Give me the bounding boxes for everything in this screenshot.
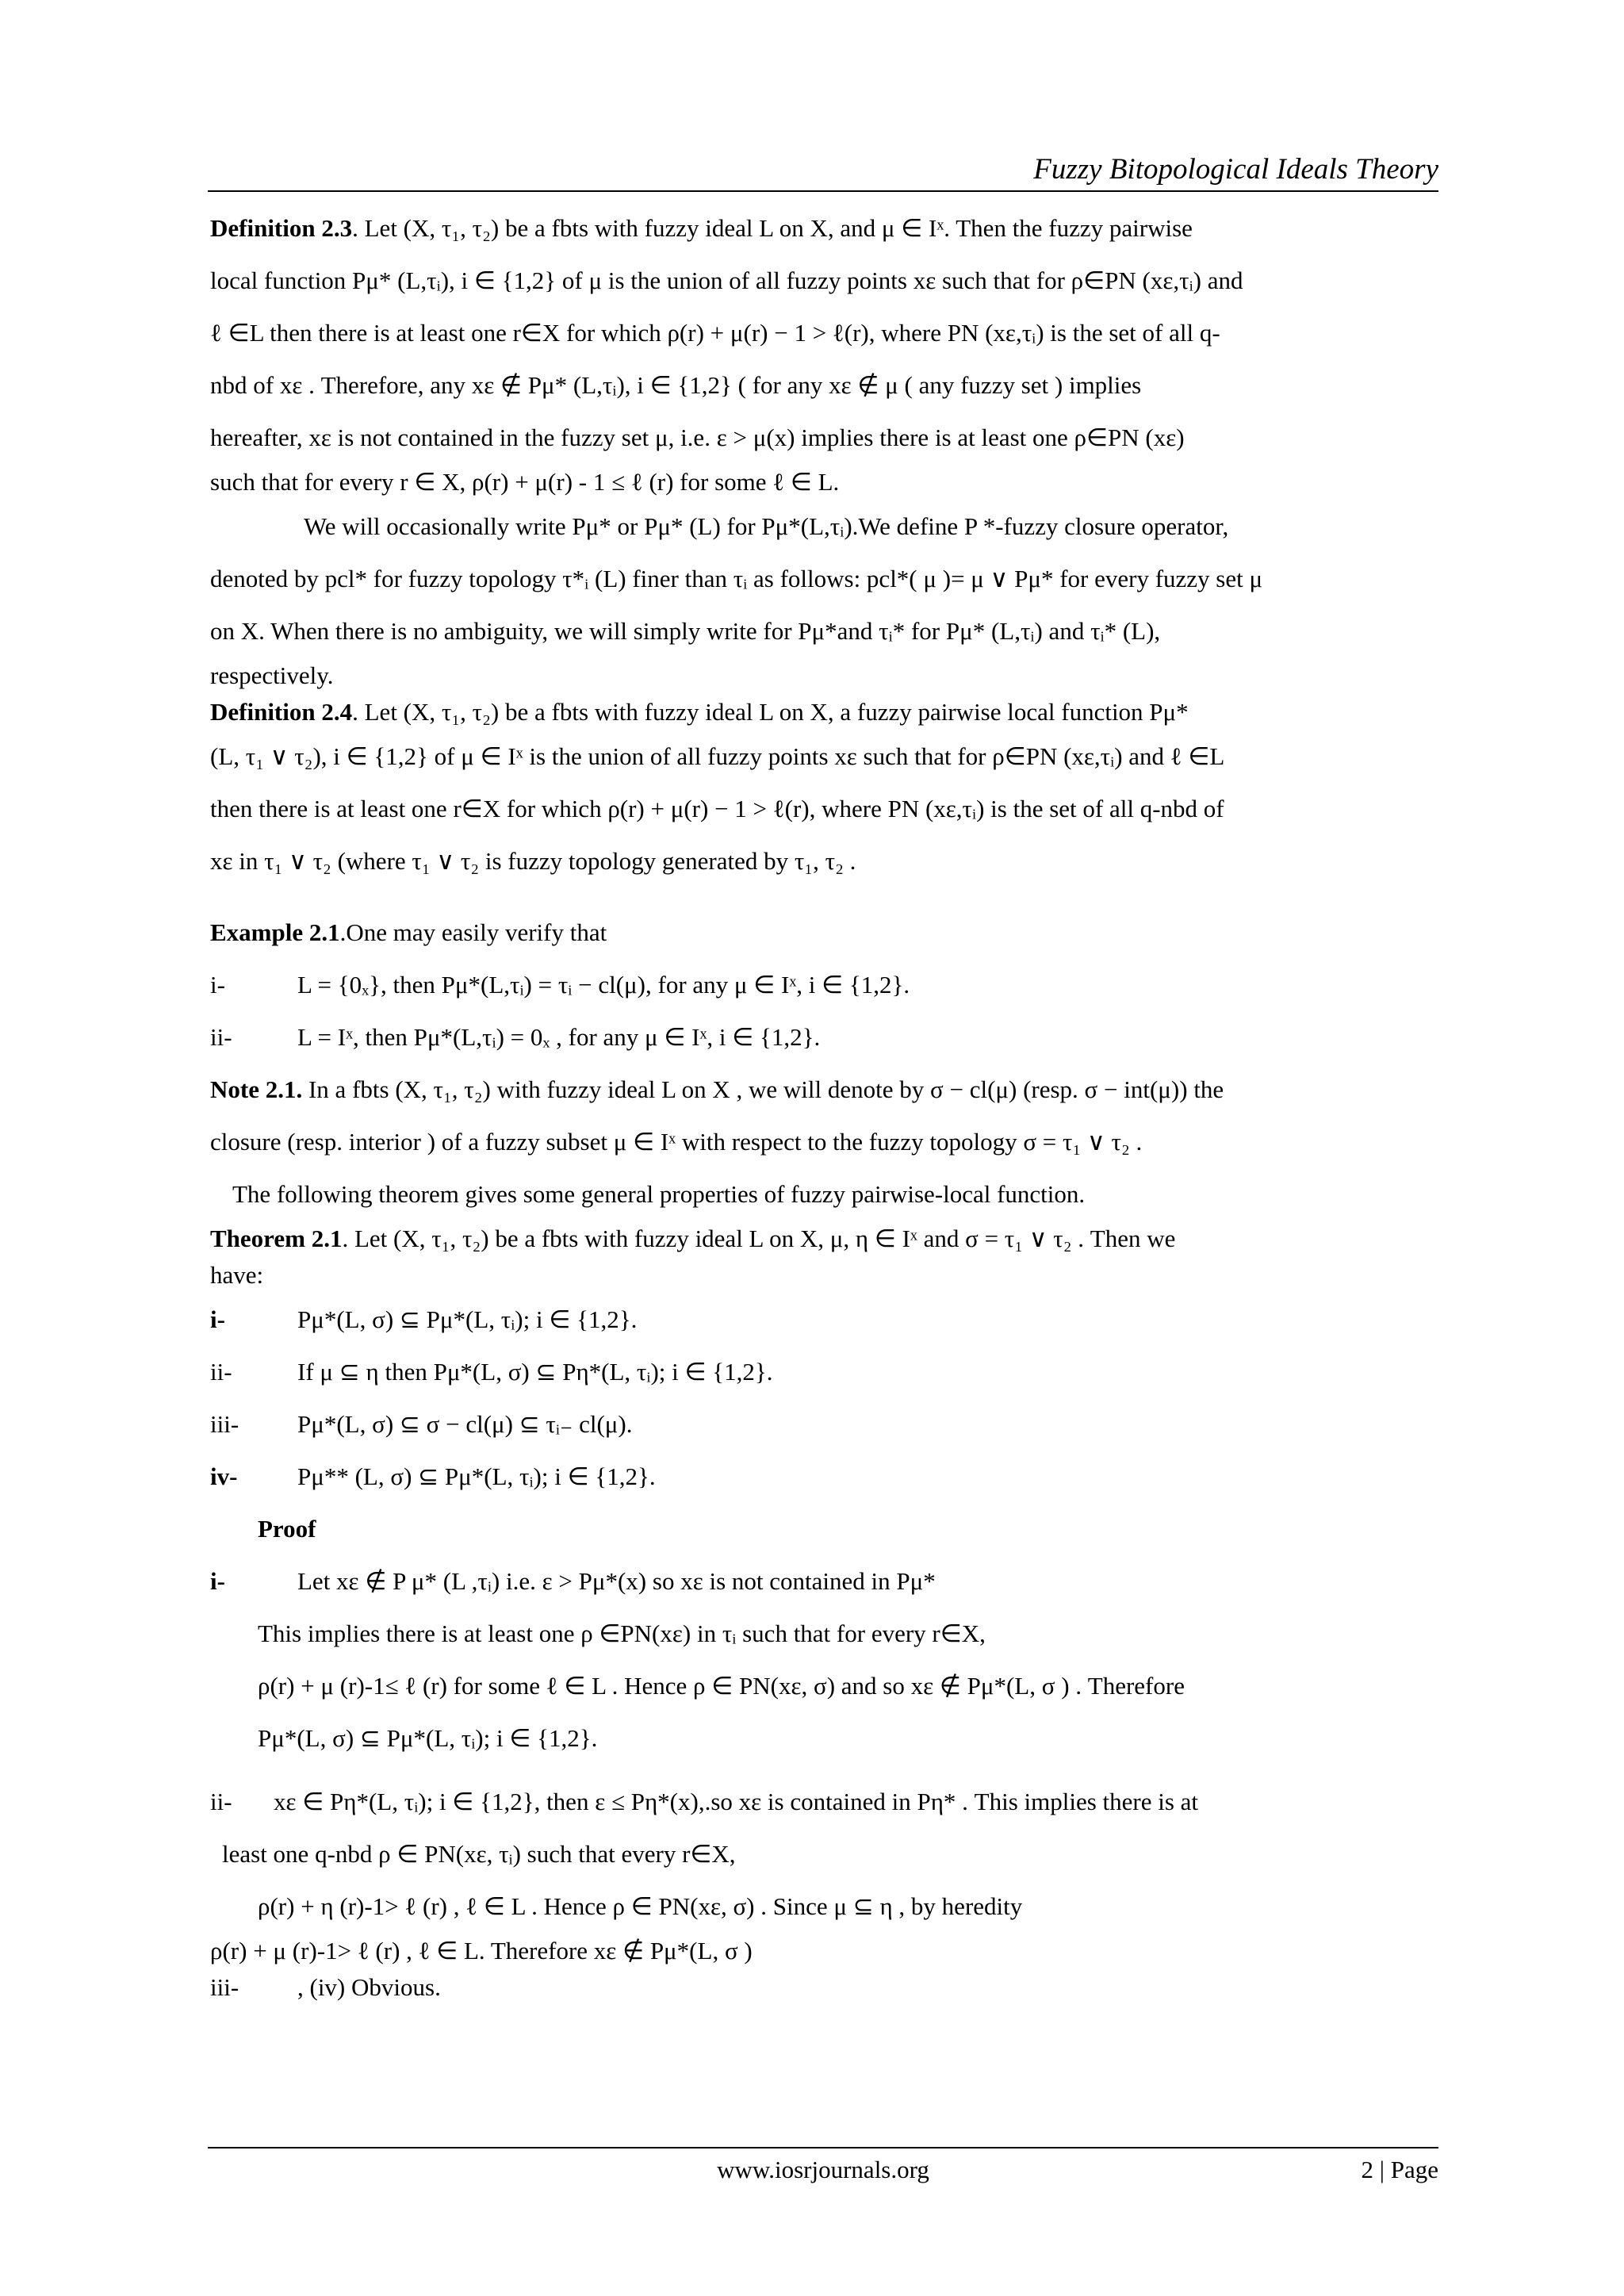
definition-2-3-line-4: nbd of xε . Therefore, any xε ∉ Pμ* (L,τᵢ), i ∈ {1,2} ( for any xε ∉ μ ( any fuzzy set ) implies <box>210 371 1142 399</box>
theorem-2-1-line-1: Theorem 2.1. Let (X, τ₁, τ₂) be a fbts with fuzzy ideal L on X, μ, η ∈ Iˣ and σ = τ₁ ∨ τ₂ . Then we <box>210 1225 1176 1252</box>
proof-i-line-3: ρ(r) + μ (r)-1≤ ℓ (r) for some ℓ ∈ L . Hence ρ ∈ PN(xε, σ) and so xε ∉ Pμ*(L, σ ) . Therefore <box>258 1672 1185 1700</box>
example-2-1-intro: Example 2.1.One may easily verify that <box>210 918 607 946</box>
footer-rule <box>208 2147 1438 2148</box>
definition-2-3-line-5: hereafter, xε is not contained in the fuzzy set μ, i.e. ε > μ(x) implies there is at least one ρ∈PN (xε) <box>210 424 1185 451</box>
note-2-1-line-2: closure (resp. interior ) of a fuzzy subset μ ∈ Iˣ with respect to the fuzzy topology σ = τ₁ ∨ τ₂ . <box>210 1128 1143 1156</box>
paragraph-write-line-1: We will occasionally write Pμ* or Pμ* (L) for Pμ*(L,τᵢ).We define P *-fuzzy closure operator, <box>304 512 1229 540</box>
definition-2-4-line-1: Definition 2.4. Let (X, τ₁, τ₂) be a fbts with fuzzy ideal L on X, a fuzzy pairwise local function Pμ* <box>210 698 1189 726</box>
proof-ii-line-2: least one q-nbd ρ ∈ PN(xε, τᵢ) such that every r∈X, <box>222 1840 736 1868</box>
example-item: i- L = {0ₓ}, then Pμ*(L,τᵢ) = τᵢ − cl(μ), for any μ ∈ Iˣ, i ∈ {1,2}. <box>210 971 910 999</box>
page-number: 2 | Page <box>1361 2156 1438 2183</box>
definition-2-3-line-6: such that for every r ∈ X, ρ(r) + μ(r) - 1 ≤ ℓ (r) for some ℓ ∈ L. <box>210 468 840 496</box>
proof-label: Proof <box>258 1515 316 1543</box>
definition-2-3-line-1: Definition 2.3. Let (X, τ₁, τ₂) be a fbts with fuzzy ideal L on X, and μ ∈ Iˣ. Then the fuzzy pairwise <box>210 214 1193 242</box>
paragraph-write-line-3: on X. When there is no ambiguity, we will simply write for Pμ*and τᵢ* for Pμ* (L,τᵢ) and τᵢ* (L), <box>210 617 1161 645</box>
theorem-2-1-line-2: have: <box>210 1261 264 1289</box>
definition-2-4-line-4: xε in τ₁ ∨ τ₂ (where τ₁ ∨ τ₂ is fuzzy topology generated by τ₁, τ₂ . <box>210 847 856 875</box>
paragraph-write-line-2: denoted by pcl* for fuzzy topology τ*ᵢ (L) finer than τᵢ as follows: pcl*( μ )= μ ∨ Pμ* for every fuzzy set μ <box>210 565 1263 592</box>
proof-ii-line-1: ii- xε ∈ Pη*(L, τᵢ); i ∈ {1,2}, then ε ≤ Pη*(x),.so xε is contained in Pη* . This implies there is at <box>210 1788 1199 1815</box>
definition-2-3-line-3: ℓ ∈L then there is at least one r∈X for which ρ(r) + μ(r) − 1 > ℓ(r), where PN (xε,τᵢ) is the set of all q- <box>210 319 1220 347</box>
paragraph-write-line-4: respectively. <box>210 661 334 689</box>
note-2-1-label: Note 2.1. <box>210 1075 303 1103</box>
proof-i-line-4: Pμ*(L, σ) ⊆ Pμ*(L, τᵢ); i ∈ {1,2}. <box>258 1724 598 1752</box>
proof-i-line-2: This implies there is at least one ρ ∈PN(xε) in τᵢ such that for every r∈X, <box>258 1619 986 1647</box>
page-footer <box>208 2156 1438 2187</box>
example-item: ii- L = Iˣ, then Pμ*(L,τᵢ) = 0ₓ , for any μ ∈ Iˣ, i ∈ {1,2}. <box>210 1023 821 1051</box>
journal-url: www.iosrjournals.org <box>717 2156 929 2183</box>
following-theorem-text: The following theorem gives some general properties of fuzzy pairwise-local function. <box>232 1180 1086 1208</box>
proof-i-line-1: i- Let xε ∉ P μ* (L ,τᵢ) i.e. ε > Pμ*(x) so xε is not contained in Pμ* <box>210 1567 936 1595</box>
proof-iii-line: iii- , (iv) Obvious. <box>210 1973 441 2001</box>
definition-2-4-line-3: then there is at least one r∈X for which ρ(r) + μ(r) − 1 > ℓ(r), where PN (xε,τᵢ) is the set of all q-nbd of <box>210 795 1224 822</box>
paper-body <box>210 202 1438 2006</box>
theorem-2-1-label: Theorem 2.1 <box>210 1225 343 1252</box>
theorem-item: ii- If μ ⊆ η then Pμ*(L, σ) ⊆ Pη*(L, τᵢ); i ∈ {1,2}. <box>210 1358 773 1386</box>
proof-ii-line-4: ρ(r) + μ (r)-1> ℓ (r) , ℓ ∈ L. Therefore xε ∉ Pμ*(L, σ ) <box>210 1937 753 1964</box>
header-rule <box>208 190 1438 192</box>
theorem-item: iii- Pμ*(L, σ) ⊆ σ − cl(μ) ⊆ τᵢ₋ cl(μ). <box>210 1410 633 1438</box>
example-2-1-label: Example 2.1 <box>210 918 340 946</box>
definition-2-4-line-2: (L, τ₁ ∨ τ₂), i ∈ {1,2} of μ ∈ Iˣ is the union of all fuzzy points xε such that for ρ∈PN (xε,τᵢ) and ℓ ∈L <box>210 742 1225 770</box>
theorem-item: iv- Pμ** (L, σ) ⊆ Pμ*(L, τᵢ); i ∈ {1,2}. <box>210 1462 656 1490</box>
running-header: Fuzzy Bitopological Ideals Theory <box>1033 153 1438 186</box>
proof-ii-line-3: ρ(r) + η (r)-1> ℓ (r) , ℓ ∈ L . Hence ρ ∈ PN(xε, σ) . Since μ ⊆ η , by heredity <box>258 1892 1023 1920</box>
definition-2-3-label: Definition 2.3 <box>210 214 353 242</box>
definition-2-3-line-2: local function Pμ* (L,τᵢ), i ∈ {1,2} of μ is the union of all fuzzy points xε such that for ρ∈PN (xε,τᵢ) and <box>210 266 1243 294</box>
note-2-1-line-1: Note 2.1. In a fbts (X, τ₁, τ₂) with fuzzy ideal L on X , we will denote by σ − cl(μ) (resp. σ − int(μ)) the <box>210 1075 1224 1103</box>
theorem-item: i- Pμ*(L, σ) ⊆ Pμ*(L, τᵢ); i ∈ {1,2}. <box>210 1305 638 1333</box>
definition-2-4-label: Definition 2.4 <box>210 698 353 726</box>
